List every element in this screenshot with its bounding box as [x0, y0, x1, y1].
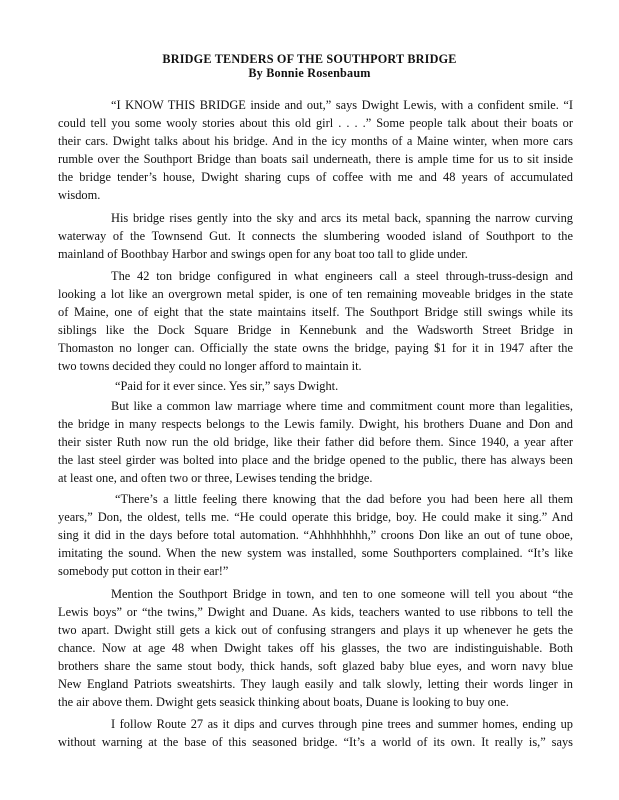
text-line: the bridge tender’s house, Dwight sharing cups of coffee with me and 48 years of accumulated [58, 170, 573, 184]
text-line: His bridge rises gently into the sky and arcs its metal back, spanning the narrow curving [111, 211, 573, 225]
text-line: Thomaston no longer can. Officially the state owns the bridge, paying $1 for it in 1947 after the [58, 341, 573, 355]
text-line: the bridge in many respects belongs to the Lewis family. Dwight, his brothers Duane and Don and [58, 417, 573, 431]
text-line: The 42 ton bridge configured in what engineers call a steel through-truss-design and [111, 269, 573, 283]
text-line: “I KNOW THIS BRIDGE inside and out,” says Dwight Lewis, with a confident smile. “I [111, 98, 573, 112]
text-line: years,” Don, the oldest, tells me. “He could operate this bridge, boy. He could make it sing.” And [58, 510, 573, 524]
text-line: two towns decided they could no longer afford to maintain it. [58, 359, 362, 373]
text-line: at least one, and often two or three, Lewises tending the bridge. [58, 471, 373, 485]
document-byline: By Bonnie Rosenbaum [248, 66, 371, 80]
text-line: without warning at the base of this seasoned bridge. “It’s a world of its own. It really is,” says [58, 735, 573, 749]
text-line: But like a common law marriage where time and commitment count more than legalities, [111, 399, 573, 413]
text-line: imitating the sound. When the new system was installed, some Southporters complained. “It’s like [58, 546, 573, 560]
text-line: Mention the Southport Bridge in town, and ten to one someone will tell you about “the [111, 587, 573, 601]
text-line: could tell you some wooly stories about this old girl . . . .” Some people talk about their boats or [58, 116, 573, 130]
text-line: I follow Route 27 as it dips and curves through pine trees and summer homes, ending up [111, 717, 573, 731]
text-line: looking a lot like an overgrown metal spider, is one of ten remaining moveable bridges in the state [58, 287, 573, 301]
text-line: their sister Ruth now run the old bridge, like their father did before them. Since 1940, a year after [58, 435, 573, 449]
text-line: their cars. Dwight talks about his bridge. And in the icy months of a Maine winter, when more cars [58, 134, 573, 148]
text-line: chance. Now at age 48 when Dwight takes off his glasses, the two are indistinguishable. Both [58, 641, 573, 655]
text-line: two apart. Dwight still gets a kick out of confusing strangers and plays it up whenever he gets the [58, 623, 573, 637]
text-line: Lewis boys” or “the twins,” Dwight and Duane. As kids, teachers wanted to use ribbons to tell the [58, 605, 573, 619]
text-line: the air above them. Dwight gets seasick thinking about boats, Duane is looking to buy one. [58, 695, 509, 709]
text-line: siblings like the Dock Square Bridge in Kennebunk and the Wadsworth Street Bridge in [58, 323, 573, 337]
text-line: the last steel girder was bolted into place and the bridge opened to the public, there has always been [58, 453, 573, 467]
text-line: sing it did in the days before total automation. “Ahhhhhhhh,” croons Don like an out of tune oboe, [58, 528, 573, 542]
text-line: of Maine, one of eight that the state maintains itself. The Southport Bridge still swings while its [58, 305, 573, 319]
text-line: somebody put cotton in their ear!” [58, 564, 229, 578]
text-line: rumble over the Southport Bridge than boats sail underneath, there is ample time for us to sit inside [58, 152, 573, 166]
text-line: brothers share the same stout body, thick hands, soft glazed baby blue eyes, and worn navy blue [58, 659, 573, 673]
text-line: waterway of the Townsend Gut. It connects the slumbering wooded island of Southport to the [58, 229, 573, 243]
text-line: mainland of Boothbay Harbor and swings open for any boat too tall to glide under. [58, 247, 468, 261]
text-line: “There’s a little feeling there knowing that the dad before you had been here all them [115, 492, 573, 506]
text-line: New England Patriots sweatshirts. They laugh easily and talk slowly, letting their words linger in [58, 677, 573, 691]
document-title: BRIDGE TENDERS OF THE SOUTHPORT BRIDGE [162, 52, 457, 66]
text-line: wisdom. [58, 188, 101, 202]
text-line: “Paid for it ever since. Yes sir,” says Dwight. [115, 379, 339, 393]
